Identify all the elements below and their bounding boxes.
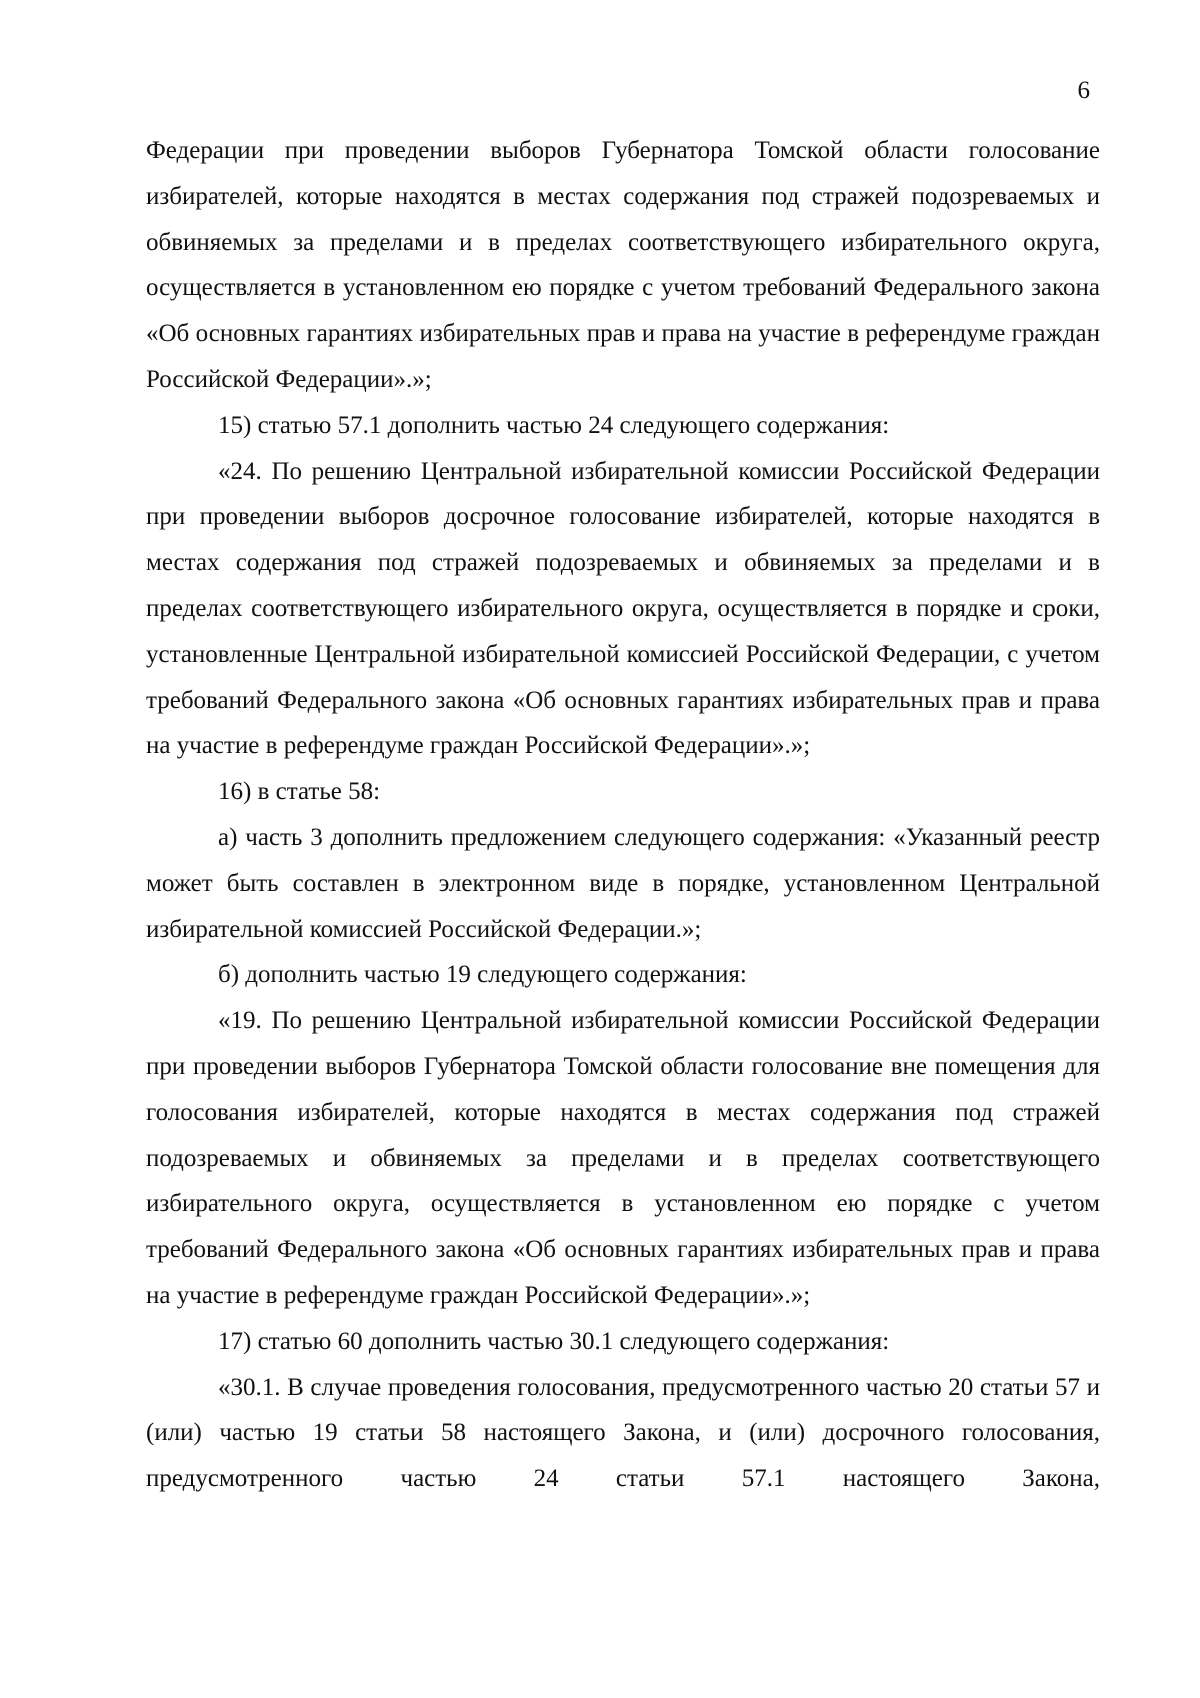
paragraph-part-30-1: «30.1. В случае проведения голосования, предусмотренного частью 20 статьи 57 и (или) частью 19 статьи 58 настоящего Закона, и (или) досрочного голосования, предусмотренного частью 24 статьи 57.1 настоящего Закона,	[146, 1373, 1100, 1493]
paragraph-part-24: «24. По решению Центральной избирательной комиссии Российской Федерации при проведении выборов досрочное голосование избирателей, которые находятся в местах содержания под стражей подозреваемых и обвиняемых за пределами и в пределах соответствующего избирательного округа, осуществляется в порядке и сроки, установленные Центральной избирательной комиссией Российской Федерации, с учетом требований Федерального закона «Об основных гарантиях избирательных прав и права на участие в референдуме граждан Российской Федерации».»;	[146, 457, 1100, 760]
paragraph-item-17: 17) статью 60 дополнить частью 30.1 следующего содержания:	[218, 1327, 890, 1355]
paragraph-subitem-a: а) часть 3 дополнить предложением следующего содержания: «Указанный реестр может быть составлен в электронном виде в порядке, установленном Центральной избирательной комиссией Российской Федерации.»;	[146, 823, 1100, 943]
paragraph-part-19: «19. По решению Центральной избирательной комиссии Российской Федерации при проведении выборов Губернатора Томской области голосование вне помещения для голосования избирателей, которые находятся в местах содержания под стражей подозреваемых и обвиняемых за пределами и в пределах соответствующего избирательного округа, осуществляется в установленном ею порядке с учетом требований Федерального закона «Об основных гарантиях избирательных прав и права на участие в референдуме граждан Российской Федерации».»;	[146, 1007, 1100, 1309]
paragraph-continuation: Федерации при проведении выборов Губернатора Томской области голосование избирателей, которые находятся в местах содержания под стражей подозреваемых и обвиняемых за пределами и в пределах соответствующего избирательного округа, осуществляется в установленном ею порядке с учетом требований Федерального закона «Об основных гарантиях избирательных прав и права на участие в референдуме граждан Российской Федерации».»;	[146, 137, 1100, 393]
paragraph-subitem-b: б) дополнить частью 19 следующего содержания:	[218, 961, 747, 989]
paragraph-item-16: 16) в статье 58:	[218, 778, 381, 806]
document-body	[146, 128, 1100, 1502]
page-number: 6	[1077, 77, 1090, 104]
paragraph-item-15: 15) статью 57.1 дополнить частью 24 следующего содержания:	[218, 411, 890, 439]
